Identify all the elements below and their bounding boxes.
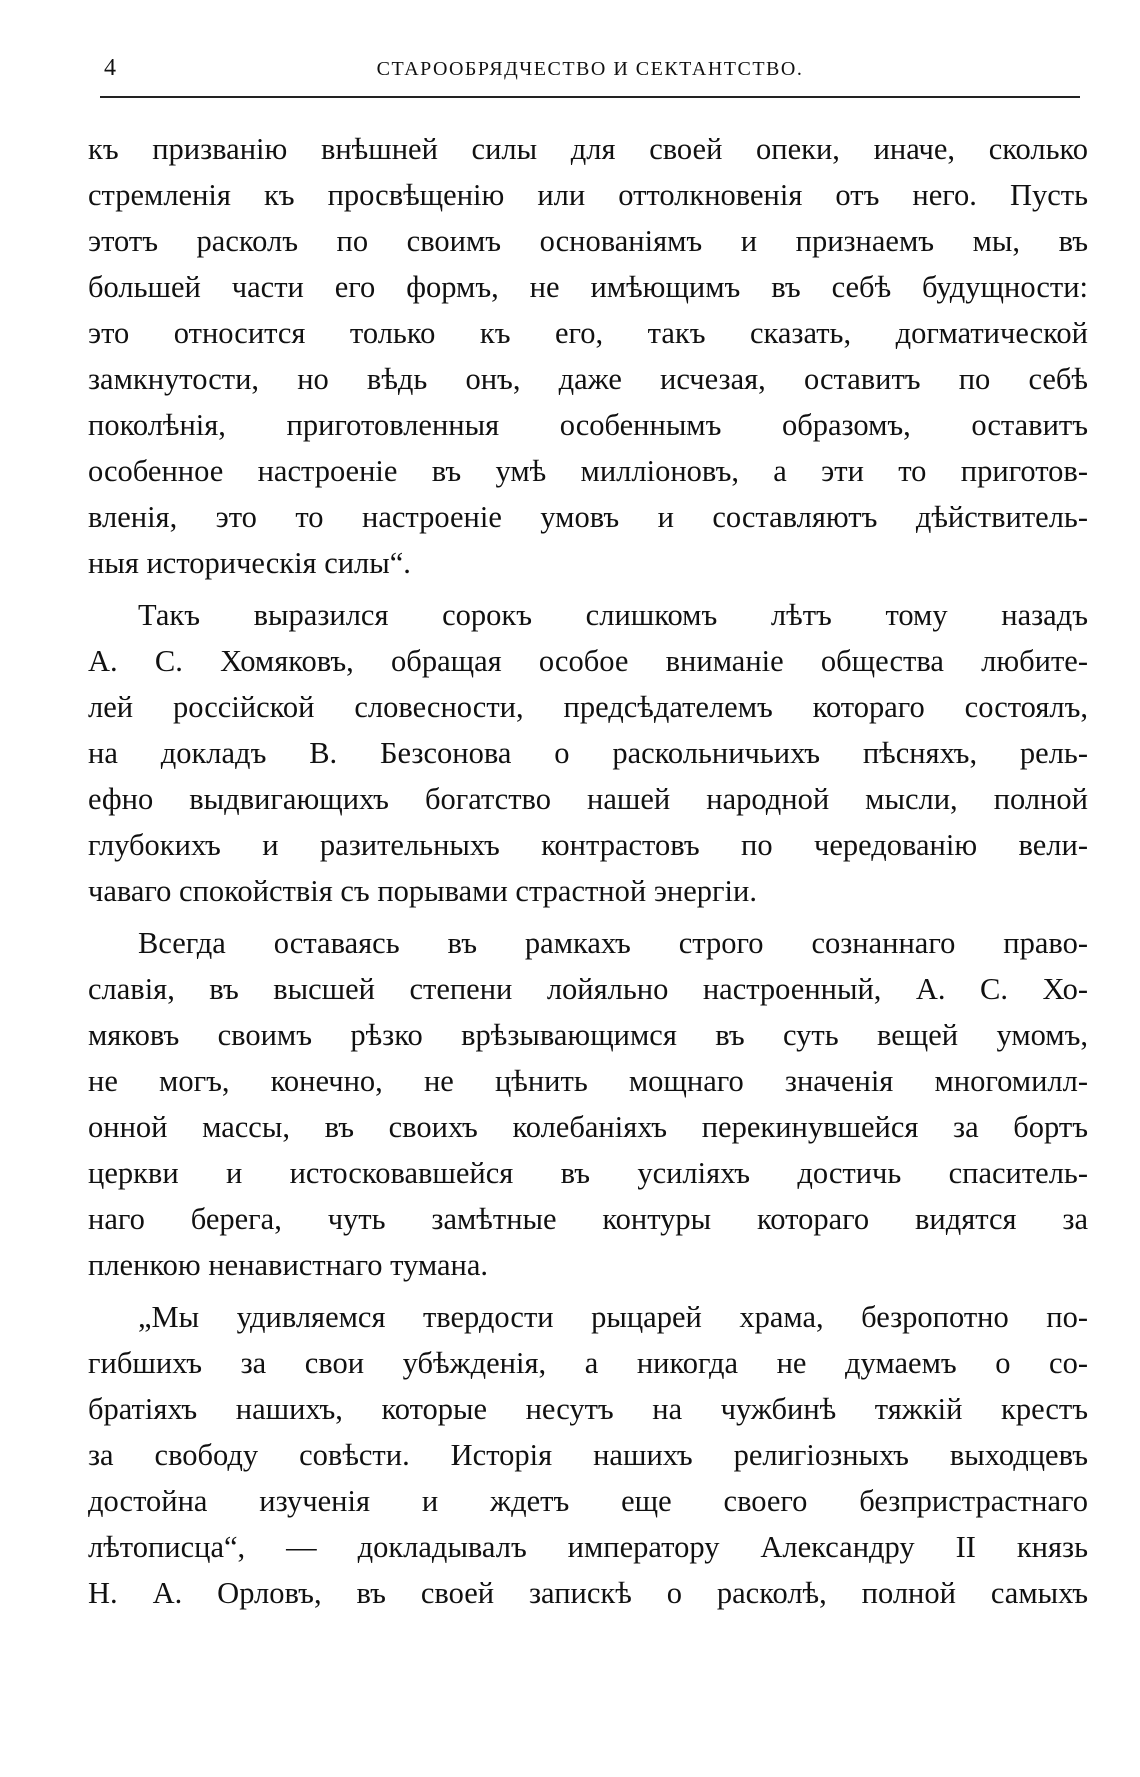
text-line: церкви и истосковавшейся въ усиліяхъ достичь спаситель-: [88, 1156, 1088, 1190]
text-line: къ призванію внѣшней силы для своей опеки, иначе, сколько: [88, 132, 1088, 166]
text-line: лей россійской словесности, предсѣдателемъ котораго состоялъ,: [88, 690, 1088, 724]
text-line: этотъ расколъ по своимъ основаніямъ и признаемъ мы, въ: [88, 224, 1088, 258]
paragraph-3: [88, 920, 1088, 1288]
text-line: лѣтописца“, — докладывалъ императору Александру II князь: [88, 1530, 1088, 1564]
text-line: глубокихъ и разительныхъ контрастовъ по чередованію вели-: [88, 828, 1088, 862]
paragraph-1: [88, 126, 1088, 586]
text-line: пленкою ненавистнаго тумана.: [88, 1248, 489, 1282]
text-line: ефно выдвигающихъ богатство нашей народной мысли, полной: [88, 782, 1088, 816]
page-number: 4: [104, 55, 116, 81]
text-line: достойна изученія и ждетъ еще своего безпристрастнаго: [88, 1484, 1088, 1518]
text-line: стремленія къ просвѣщенію или оттолкновенія отъ него. Пусть: [88, 178, 1088, 212]
text-line: А. С. Хомяковъ, обращая особое вниманіе общества любите-: [88, 644, 1088, 678]
text-line: ныя историческія силы“.: [88, 546, 411, 580]
text-line: гибшихъ за свои убѣжденія, а никогда не думаемъ о со-: [88, 1346, 1088, 1380]
text-line: славія, въ высшей степени лойяльно настроенный, А. С. Хо-: [88, 972, 1088, 1006]
paragraph-4: [88, 1294, 1088, 1616]
text-line: большей части его формъ, не имѣющимъ въ себѣ будущности:: [88, 270, 1088, 304]
text-line: братіяхъ нашихъ, которые несутъ на чужбинѣ тяжкій крестъ: [88, 1392, 1088, 1426]
text-line: Н. А. Орловъ, въ своей запискѣ о расколѣ, полной самыхъ: [88, 1576, 1088, 1610]
text-line: Всегда оставаясь въ рамкахъ строго сознаннаго право-: [138, 926, 1088, 960]
paragraph-2: [88, 592, 1088, 914]
text-line: это относится только къ его, такъ сказать, догматической: [88, 316, 1088, 350]
text-line: „Мы удивляемся твердости рыцарей храма, безропотно по-: [138, 1300, 1088, 1334]
running-head: [100, 52, 1080, 92]
text-line: вленія, это то настроеніе умовъ и составляютъ дѣйствитель-: [88, 500, 1088, 534]
text-line: на докладъ В. Безсонова о раскольничьихъ пѣсняхъ, рель-: [88, 736, 1088, 770]
text-line: мяковъ своимъ рѣзко врѣзывающимся въ суть вещей умомъ,: [88, 1018, 1088, 1052]
text-line: не могъ, конечно, не цѣнить мощнаго значенія многомилл-: [88, 1064, 1088, 1098]
text-line: за свободу совѣсти. Исторія нашихъ религіозныхъ выходцевъ: [88, 1438, 1088, 1472]
text-line: чаваго спокойствія съ порывами страстной энергіи.: [88, 874, 757, 908]
text-line: замкнутости, но вѣдь онъ, даже исчезая, оставитъ по себѣ: [88, 362, 1088, 396]
text-line: поколѣнія, приготовленныя особеннымъ образомъ, оставитъ: [88, 408, 1088, 442]
text-line: наго берега, чуть замѣтные контуры котораго видятся за: [88, 1202, 1088, 1236]
text-line: онной массы, въ своихъ колебаніяхъ перекинувшейся за бортъ: [88, 1110, 1088, 1144]
running-title: СТАРООБРЯДЧЕСТВО И СЕКТАНТСТВО.: [376, 58, 804, 80]
body-text: [88, 126, 1088, 1616]
text-line: особенное настроеніе въ умѣ милліоновъ, а эти то приготов-: [88, 454, 1088, 488]
text-line: Такъ выразился сорокъ слишкомъ лѣтъ тому назадъ: [138, 598, 1088, 632]
header-rule: [100, 96, 1080, 98]
